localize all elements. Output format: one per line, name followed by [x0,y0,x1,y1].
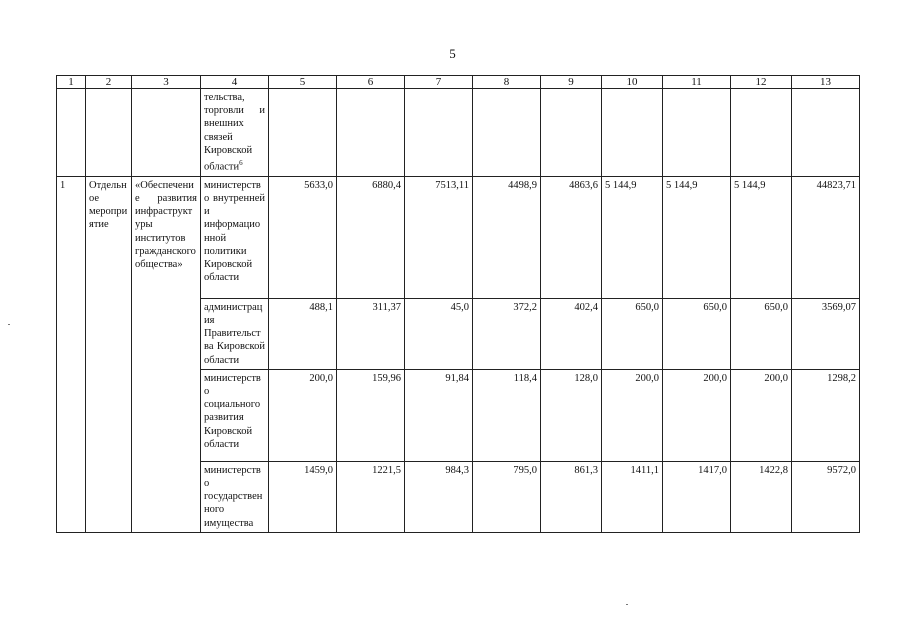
event-status-cell: Отдельное мероприятие [86,176,132,532]
value-cell: 795,0 [473,461,541,532]
continuation-executor-cell [201,89,269,177]
value-cell: 3569,07 [792,298,860,369]
value-cell: 159,96 [337,369,405,461]
continuation-executor-text: тельства, торговли и внешних связей Кировской области [204,92,265,173]
event-number-cell: 1 [57,176,86,532]
value-cell: 1417,0 [663,461,731,532]
value-cell: 488,1 [269,298,337,369]
value-cell: 650,0 [663,298,731,369]
header-row [57,76,860,89]
value-cell: 1459,0 [269,461,337,532]
value-cell: 4498,9 [473,176,541,298]
empty-cell [792,89,860,177]
value-cell: 9572,0 [792,461,860,532]
value-cell: 1298,2 [792,369,860,461]
column-header: 13 [792,76,860,89]
empty-cell [337,89,405,177]
scan-speck [8,324,10,325]
value-cell: 5 144,9 [663,176,731,298]
value-cell: 200,0 [269,369,337,461]
footnote-marker: 6 [239,159,243,168]
event-name-cell: «Обеспечение развития инфраструктуры институтов гражданского общества» [132,176,201,532]
value-cell: 5 144,9 [602,176,663,298]
value-cell: 1221,5 [337,461,405,532]
value-cell: 200,0 [731,369,792,461]
empty-cell [731,89,792,177]
value-cell: 118,4 [473,369,541,461]
value-cell: 128,0 [541,369,602,461]
empty-cell [86,89,132,177]
value-cell: 1422,8 [731,461,792,532]
column-header: 2 [86,76,132,89]
value-cell: 91,84 [405,369,473,461]
column-header: 1 [57,76,86,89]
column-header: 12 [731,76,792,89]
column-header: 5 [269,76,337,89]
empty-cell [405,89,473,177]
table-row [57,176,860,298]
empty-cell [57,89,86,177]
value-cell: 4863,6 [541,176,602,298]
column-header: 3 [132,76,201,89]
value-cell: 5633,0 [269,176,337,298]
empty-cell [473,89,541,177]
budget-table [56,75,860,533]
value-cell: 984,3 [405,461,473,532]
value-cell: 200,0 [602,369,663,461]
value-cell: 402,4 [541,298,602,369]
value-cell: 861,3 [541,461,602,532]
page-number: 5 [449,46,456,61]
value-cell: 7513,11 [405,176,473,298]
empty-cell [541,89,602,177]
value-cell: 311,37 [337,298,405,369]
value-cell: 372,2 [473,298,541,369]
column-header: 9 [541,76,602,89]
empty-cell [269,89,337,177]
continuation-row [57,89,860,177]
executor-cell: министерство социального развития Кировской области [201,369,269,461]
value-cell: 5 144,9 [731,176,792,298]
executor-cell: министерство внутренней и информационной политики Кировской области [201,176,269,298]
executor-cell: министерство государственного имущества [201,461,269,532]
empty-cell [132,89,201,177]
value-cell: 6880,4 [337,176,405,298]
value-cell: 650,0 [602,298,663,369]
empty-cell [663,89,731,177]
value-cell: 650,0 [731,298,792,369]
scan-speck [626,604,628,605]
value-cell: 45,0 [405,298,473,369]
value-cell: 1411,1 [602,461,663,532]
column-header: 6 [337,76,405,89]
column-header: 11 [663,76,731,89]
empty-cell [602,89,663,177]
column-header: 8 [473,76,541,89]
column-header: 7 [405,76,473,89]
value-cell: 200,0 [663,369,731,461]
column-header: 4 [201,76,269,89]
column-header: 10 [602,76,663,89]
executor-cell: администрация Правительства Кировской области [201,298,269,369]
value-cell: 44823,71 [792,176,860,298]
